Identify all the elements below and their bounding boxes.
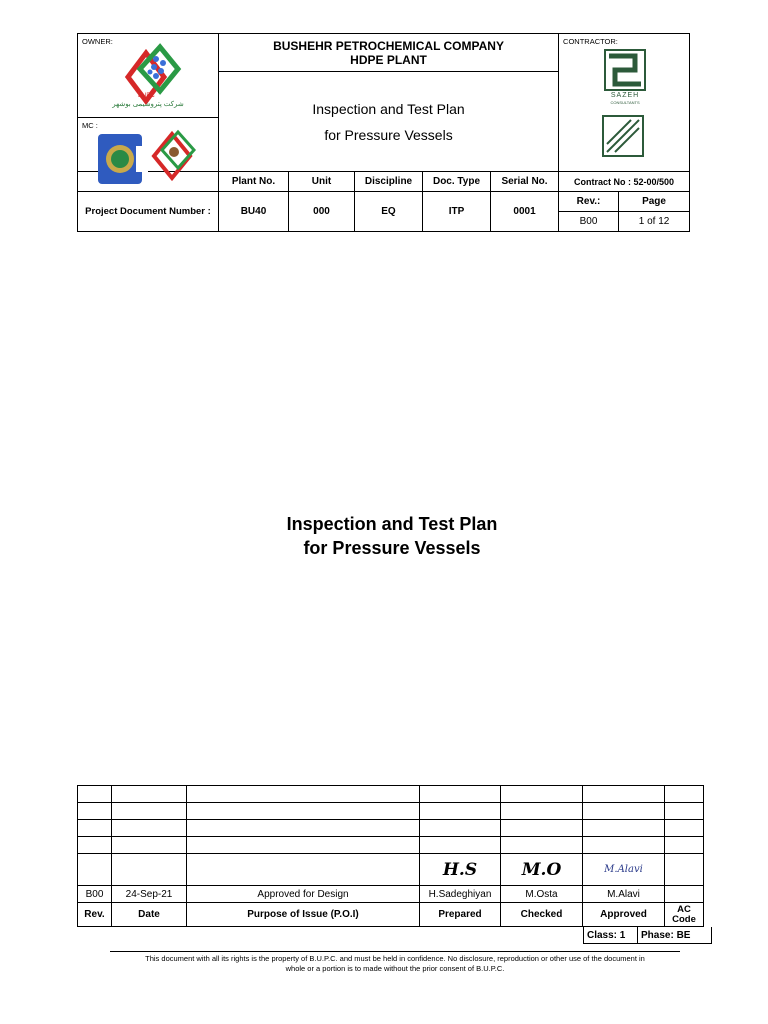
owner-label: OWNER: xyxy=(82,37,113,46)
contract-no: Contract No : 52-00/500 xyxy=(559,172,690,192)
col-plant: Plant No. xyxy=(219,172,289,192)
main-title xyxy=(0,512,768,560)
prepared-signature: H.S xyxy=(420,854,501,886)
owner-logo-text: شرکت پتروشیمی بوشهر xyxy=(112,101,184,108)
main-title-line2: for Pressure Vessels xyxy=(303,538,481,558)
footer-notice xyxy=(110,951,680,974)
val-serial: 0001 xyxy=(491,192,559,232)
mc-cell xyxy=(78,118,219,172)
val-plant: BU40 xyxy=(219,192,289,232)
hdr-prepared: Prepared xyxy=(420,903,501,927)
val-doctype: ITP xyxy=(423,192,491,232)
row-date: 24-Sep-21 xyxy=(112,886,187,903)
hdr-approved: Approved xyxy=(583,903,665,927)
contractor-cell xyxy=(559,34,690,172)
val-unit: 000 xyxy=(289,192,355,232)
saf-logo xyxy=(601,114,647,160)
sazeh-name: SAZEH xyxy=(610,92,640,99)
doc-title-line1: Inspection and Test Plan xyxy=(312,100,465,117)
project-doc-label: Project Document Number : xyxy=(78,192,219,232)
approved-signature: M.Alavi xyxy=(583,854,665,886)
row-approved: M.Alavi xyxy=(583,886,665,903)
blank-row xyxy=(78,837,704,854)
row-rev: B00 xyxy=(78,886,112,903)
hdr-date: Date xyxy=(112,903,187,927)
hdr-checked: Checked xyxy=(501,903,583,927)
row-purpose: Approved for Design xyxy=(187,886,420,903)
class-phase-table xyxy=(583,927,712,944)
main-title-line1: Inspection and Test Plan xyxy=(286,514,498,534)
hdr-rev: Rev. xyxy=(78,903,112,927)
mc-logo xyxy=(96,126,206,190)
page-label: Page xyxy=(619,192,690,212)
header-block xyxy=(77,33,689,231)
class-value: Class: 1 xyxy=(584,927,638,944)
signature-row xyxy=(78,854,704,886)
col-unit: Unit xyxy=(289,172,355,192)
rev-label: Rev.: xyxy=(559,192,619,212)
row-prepared: H.Sadeghiyan xyxy=(420,886,501,903)
company-line1: BUSHEHR PETROCHEMICAL COMPANY xyxy=(273,38,504,53)
company-line2: HDPE PLANT xyxy=(350,52,427,67)
blank-row xyxy=(78,786,704,803)
footer-line1: This document with all its rights is the property of B.U.P.C. and must be held in confidence. No disclosure, reproduction or other use of the document in xyxy=(145,954,645,963)
footer-line2: whole or a portion is to made without the prior consent of B.U.P.C. xyxy=(285,964,505,973)
revision-row xyxy=(78,886,704,903)
mc-label: MC : xyxy=(82,121,98,130)
revision-table xyxy=(77,785,704,927)
val-discipline: EQ xyxy=(355,192,423,232)
rev-value: B00 xyxy=(559,212,619,232)
owner-cell xyxy=(78,34,219,118)
col-discipline: Discipline xyxy=(355,172,423,192)
company-cell xyxy=(219,34,559,72)
doc-title-line2: for Pressure Vessels xyxy=(324,126,453,143)
revision-header-row xyxy=(78,903,704,927)
blank-row xyxy=(78,803,704,820)
phase-value: Phase: BE xyxy=(638,927,712,944)
checked-signature: M.O xyxy=(501,854,583,886)
row-checked: M.Osta xyxy=(501,886,583,903)
revision-block xyxy=(77,785,703,941)
page-value: 1 of 12 xyxy=(619,212,690,232)
hdr-purpose: Purpose of Issue (P.O.I) xyxy=(187,903,420,927)
hdr-ac-code: AC Code xyxy=(665,903,704,927)
col-serial: Serial No. xyxy=(491,172,559,192)
sazeh-sub: CONSULTANTS xyxy=(610,100,640,105)
col-doctype: Doc. Type xyxy=(423,172,491,192)
contractor-label: CONTRACTOR: xyxy=(563,37,618,46)
svg-text:BUPC: BUPC xyxy=(138,93,155,99)
header-table xyxy=(77,33,690,232)
doc-title-cell xyxy=(219,72,559,172)
blank-row xyxy=(78,820,704,837)
